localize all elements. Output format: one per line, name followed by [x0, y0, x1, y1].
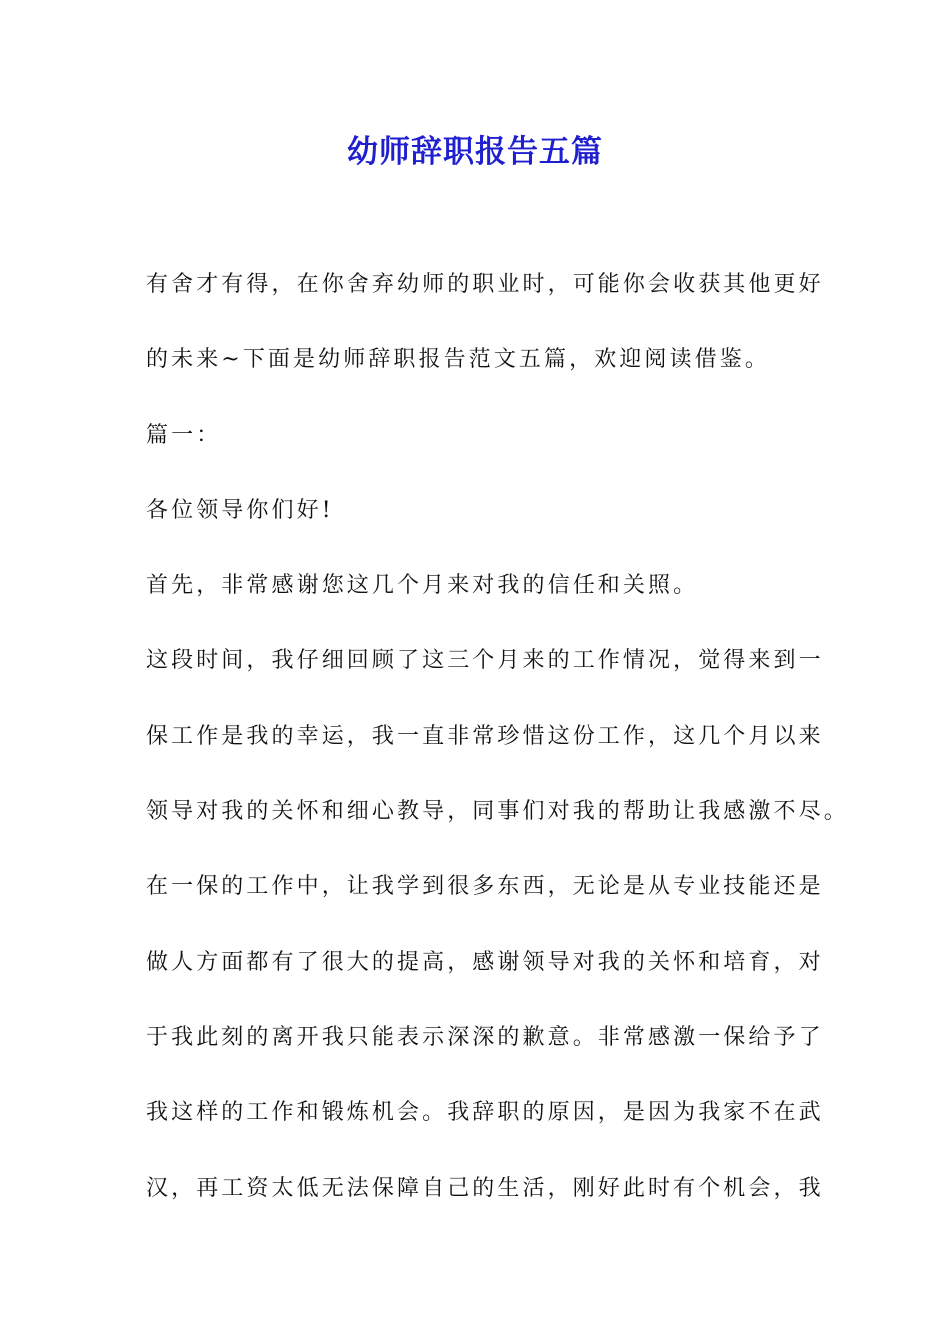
paragraph-line: 保工作是我的幸运，我一直非常珍惜这份工作，这几个月以来	[146, 723, 824, 749]
paragraph-line: 于我此刻的离开我只能表示深深的歉意。非常感激一保给予了	[146, 1024, 824, 1050]
section-heading: 篇一：	[146, 422, 222, 448]
paragraph-line: 的未来~下面是幼师辞职报告范文五篇，欢迎阅读借鉴。	[146, 347, 770, 373]
paragraph-line: 汉，再工资太低无法保障自己的生活，刚好此时有个机会，我	[146, 1175, 824, 1201]
paragraph-line: 领导对我的关怀和细心教导，同事们对我的帮助让我感激不尽。	[146, 799, 849, 825]
paragraph-line: 在一保的工作中，让我学到很多东西，无论是从专业技能还是	[146, 874, 824, 900]
paragraph-line: 我这样的工作和锻炼机会。我辞职的原因，是因为我家不在武	[146, 1100, 824, 1126]
document-title: 幼师辞职报告五篇	[347, 134, 603, 170]
paragraph-line: 这段时间，我仔细回顾了这三个月来的工作情况，觉得来到一	[146, 648, 824, 674]
paragraph-line: 做人方面都有了很大的提高，感谢领导对我的关怀和培育，对	[146, 949, 824, 975]
document-body	[146, 262, 849, 1241]
paragraph-line: 首先，非常感谢您这几个月来对我的信任和关照。	[146, 573, 699, 599]
salutation: 各位领导你们好!	[146, 497, 334, 523]
paragraph-line: 有舍才有得，在你舍弃幼师的职业时，可能你会收获其他更好	[146, 272, 824, 297]
